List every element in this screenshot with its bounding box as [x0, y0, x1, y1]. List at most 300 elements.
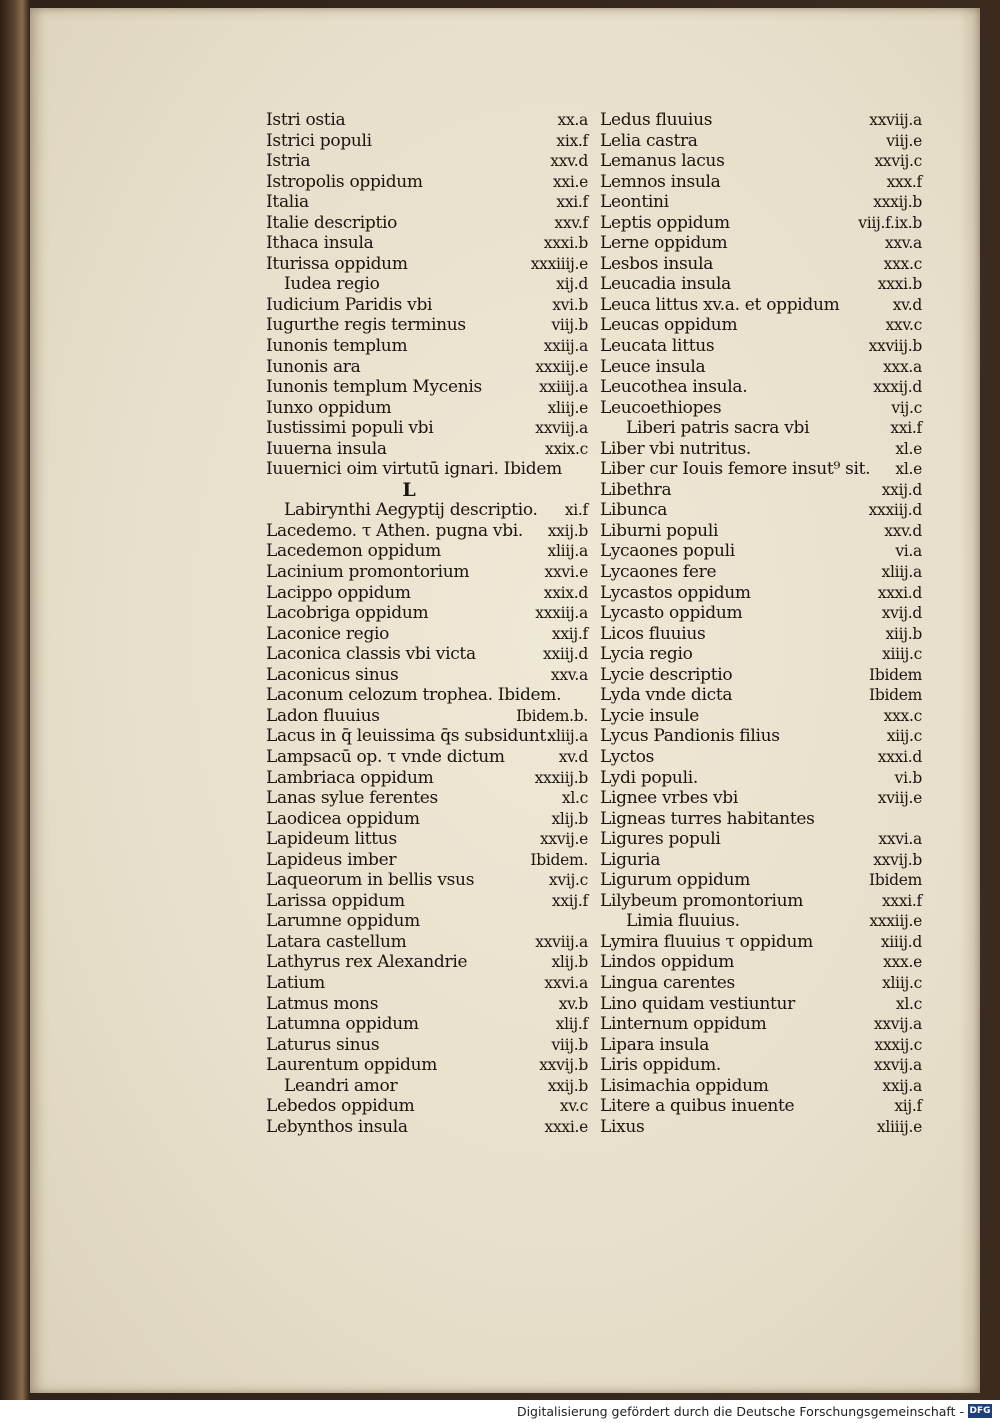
- entry-term: Lipara insula: [600, 1034, 710, 1055]
- entry-folio-ref: xxxi.e: [544, 1117, 588, 1136]
- entry-folio-ref: Ibidem: [869, 665, 922, 684]
- entry-folio-ref: xlij.b: [551, 953, 588, 972]
- entry-term: Lyctos: [600, 746, 655, 767]
- entry-folio-ref: xxviij.a: [869, 111, 922, 129]
- entry-folio-ref: xxvi.a: [544, 973, 588, 992]
- index-entry: [230, 1096, 588, 1117]
- index-entry: [596, 747, 922, 768]
- entry-folio-ref: xv.d: [892, 295, 922, 314]
- entry-folio-ref: xiij.b: [885, 624, 922, 643]
- index-entry: [230, 357, 588, 378]
- index-entry: [596, 336, 922, 357]
- entry-folio-ref: xij.f: [894, 1097, 922, 1116]
- entry-term: Lycasto oppidum: [600, 603, 743, 624]
- index-entry: [230, 459, 588, 480]
- index-entry: [230, 377, 588, 398]
- index-entry: [230, 1117, 588, 1138]
- entry-folio-ref: xl.e: [895, 460, 922, 479]
- entry-folio-ref: viij.b: [551, 316, 588, 335]
- entry-folio-ref: viij.e: [886, 131, 922, 150]
- entry-folio-ref: Ibidem.b.: [516, 706, 588, 725]
- index-entry: [596, 500, 922, 521]
- entry-term: Iunxo oppidum: [266, 397, 392, 418]
- entry-folio-ref: xxxi.b: [877, 275, 922, 294]
- entry-folio-ref: xlij.f: [555, 1015, 588, 1034]
- entry-term: Laodicea oppidum: [266, 808, 420, 829]
- entry-folio-ref: xv.c: [559, 1097, 588, 1116]
- entry-folio-ref: xxv.f: [554, 213, 588, 232]
- entry-folio-ref: xvij.c: [548, 871, 588, 890]
- entry-term: Liguria: [600, 849, 661, 870]
- entry-term: Liber vbi nutritus.: [600, 438, 752, 459]
- index-entry: [230, 809, 588, 830]
- index-entry: [230, 1076, 588, 1097]
- entry-term: Libunca: [600, 500, 668, 521]
- entry-folio-ref: xxvi.e: [544, 563, 588, 582]
- entry-term: Licos fluuius: [600, 623, 706, 644]
- entry-folio-ref: xxxiij.d: [868, 501, 922, 520]
- index-entry: [596, 768, 922, 789]
- index-entry: [230, 233, 588, 254]
- entry-folio-ref: xxij.f: [551, 624, 588, 643]
- index-entry: [596, 172, 922, 193]
- index-entry: [230, 336, 588, 357]
- entry-term: Laconum celozum trophea. Ibidem.: [266, 685, 562, 706]
- entry-folio-ref: Ibidem.: [530, 850, 588, 869]
- index-entry: [230, 398, 588, 419]
- entry-folio-ref: xxxiiij.e: [530, 254, 588, 273]
- entry-folio-ref: xxvij.a: [873, 1056, 922, 1075]
- entry-term: Liburni populi: [600, 520, 719, 541]
- entry-folio-ref: xxviij.a: [535, 419, 588, 438]
- entry-folio-ref: xxxi.d: [877, 747, 922, 766]
- entry-term: Liris oppidum.: [600, 1055, 722, 1076]
- index-entry: [596, 603, 922, 624]
- entry-term: Lacippo oppidum: [266, 582, 411, 603]
- entry-term: Libethra: [600, 479, 672, 500]
- index-entry: [596, 1035, 922, 1056]
- index-entry: [230, 952, 588, 973]
- entry-folio-ref: xxviij.a: [535, 932, 588, 951]
- index-entry: [230, 994, 588, 1015]
- entry-term: Lebedos oppidum: [266, 1096, 415, 1117]
- index-entry: [596, 850, 922, 871]
- entry-folio-ref: xxvi.a: [878, 830, 922, 849]
- entry-folio-ref: xliiij.e: [876, 1117, 922, 1136]
- index-entry: [230, 172, 588, 193]
- index-entry: [596, 254, 922, 275]
- index-entry: [230, 439, 588, 460]
- index-entry: [596, 583, 922, 604]
- page-edge: [960, 8, 980, 1393]
- index-entry: [596, 685, 922, 706]
- entry-folio-ref: xxxij.d: [873, 378, 922, 397]
- entry-term: Lindos oppidum: [600, 952, 735, 973]
- dfg-logo: DFG: [969, 1406, 991, 1416]
- entry-folio-ref: xv.b: [558, 994, 588, 1013]
- index-entry: [596, 1096, 922, 1117]
- index-entry: [230, 911, 588, 932]
- index-entry: [596, 151, 922, 172]
- entry-term: Leuca littus xv.a. et oppidum: [600, 294, 840, 315]
- index-entry: [596, 439, 922, 460]
- index-entry: [596, 994, 922, 1015]
- entry-folio-ref: xxxi.f: [881, 891, 922, 910]
- entry-term: Ligurum oppidum: [600, 870, 751, 891]
- entry-folio-ref: xxviij.b: [868, 337, 922, 356]
- entry-term: Leandri amor: [284, 1075, 398, 1096]
- index-entry: [230, 213, 588, 234]
- entry-folio-ref: xxxij.c: [874, 1035, 922, 1054]
- footer-credit: Digitalisierung gefördert durch die Deutsche Forschungsgemeinschaft -: [516, 1404, 964, 1419]
- index-entry: [596, 788, 922, 809]
- entry-folio-ref: xxij.a: [882, 1076, 922, 1095]
- entry-folio-ref: xxvij.a: [873, 1015, 922, 1034]
- entry-folio-ref: xxij.b: [547, 521, 588, 540]
- index-entry: [230, 706, 588, 727]
- entry-folio-ref: xxv.a: [884, 234, 922, 253]
- index-entry: [596, 131, 922, 152]
- index-entry: [230, 603, 588, 624]
- index-entry: [230, 1014, 588, 1035]
- entry-term: Lignee vrbes vbi: [600, 788, 739, 809]
- index-entry: [596, 192, 922, 213]
- entry-folio-ref: xxvij.b: [539, 1056, 588, 1075]
- entry-term: Lycaones populi: [600, 541, 735, 562]
- entry-term: Laqueorum in bellis vsus: [266, 870, 475, 891]
- entry-term: Lemnos insula: [600, 171, 721, 192]
- entry-folio-ref: xlij.b: [551, 809, 588, 828]
- entry-term: Lanas sylue ferentes: [266, 788, 438, 809]
- entry-term: Ligures populi: [600, 829, 721, 850]
- entry-term: Lerne oppidum: [600, 233, 728, 254]
- entry-term: Lambriaca oppidum: [266, 767, 434, 788]
- entry-folio-ref: xxi.e: [552, 172, 588, 191]
- entry-term: Leontini: [600, 192, 669, 213]
- entry-term: Larumne oppidum: [266, 911, 420, 932]
- entry-term: Lycus Pandionis filius: [600, 726, 780, 747]
- index-entry: [596, 706, 922, 727]
- entry-term: Iunonis ara: [266, 356, 361, 377]
- index-entry: [596, 315, 922, 336]
- entry-folio-ref: xij.d: [556, 275, 588, 294]
- entry-term: Istri ostia: [266, 110, 346, 130]
- entry-folio-ref: xxvij.c: [874, 152, 922, 171]
- index-column-left: [230, 110, 588, 1137]
- index-entry: [596, 952, 922, 973]
- entry-term: Laturus sinus: [266, 1034, 380, 1055]
- index-entry: [230, 274, 588, 295]
- entry-term: Laconice regio: [266, 623, 390, 644]
- entry-term: Leucoethiopes: [600, 397, 722, 418]
- entry-folio-ref: xxx.f: [886, 172, 922, 191]
- index-entry: [230, 131, 588, 152]
- entry-term: Laconicus sinus: [266, 664, 399, 685]
- entry-term: Leucadia insula: [600, 274, 731, 295]
- entry-term: Lacedemo. τ Athen. pugna vbi.: [266, 520, 524, 541]
- entry-term: Istrici populi: [266, 130, 372, 151]
- entry-folio-ref: xxix.d: [543, 583, 588, 602]
- entry-folio-ref: xl.c: [895, 994, 922, 1013]
- entry-term: Lacedemon oppidum: [266, 541, 441, 562]
- entry-term: Ladon fluuius: [266, 705, 380, 726]
- entry-term: Lingua carentes: [600, 972, 735, 993]
- entry-term: Ligneas turres habitantes: [600, 808, 815, 829]
- entry-folio-ref: xx.a: [557, 111, 588, 129]
- entry-folio-ref: xxi.f: [890, 419, 922, 438]
- index-entry: [596, 357, 922, 378]
- entry-term: Leuce insula: [600, 356, 706, 377]
- index-entry: [230, 521, 588, 542]
- index-entry: [596, 932, 922, 953]
- entry-term: Litere a quibus inuente: [600, 1096, 795, 1117]
- entry-folio-ref: xxv.d: [550, 152, 588, 171]
- index-entry: [230, 1055, 588, 1076]
- entry-term: Lilybeum promontorium: [600, 890, 804, 911]
- entry-folio-ref: xliij.e: [547, 398, 588, 417]
- entry-term: Istria: [266, 151, 311, 172]
- index-entry: [596, 377, 922, 398]
- index-entry: [230, 583, 588, 604]
- entry-term: Latumna oppidum: [266, 1014, 419, 1035]
- entry-term: Lisimachia oppidum: [600, 1075, 769, 1096]
- entry-term: Laconica classis vbi victa: [266, 644, 476, 665]
- index-entry: [230, 151, 588, 172]
- index-entry: [596, 829, 922, 850]
- index-entry: [230, 768, 588, 789]
- entry-folio-ref: xviij.e: [877, 789, 922, 808]
- entry-folio-ref: xv.d: [558, 747, 588, 766]
- entry-folio-ref: vij.c: [891, 398, 922, 417]
- entry-folio-ref: xxxiij.a: [535, 604, 588, 623]
- entry-term: Iustissimi populi vbi: [266, 418, 434, 439]
- entry-folio-ref: xxxiij.b: [534, 768, 588, 787]
- index-entry: [596, 911, 922, 932]
- entry-folio-ref: vi.b: [894, 768, 922, 787]
- index-entry: [230, 192, 588, 213]
- entry-folio-ref: xxv.c: [885, 316, 922, 335]
- index-entry: [230, 562, 588, 583]
- index-entry: [596, 459, 922, 480]
- entry-folio-ref: xxij.d: [881, 480, 922, 499]
- index-entry: [230, 850, 588, 871]
- entry-term: Lymira fluuius τ oppidum: [600, 931, 813, 952]
- entry-term: Leptis oppidum: [600, 212, 730, 233]
- entry-folio-ref: xliij.a: [547, 727, 588, 746]
- index-entry: [230, 932, 588, 953]
- index-entry: [596, 233, 922, 254]
- entry-folio-ref: xxv.a: [550, 665, 588, 684]
- index-entry: [230, 541, 588, 562]
- entry-folio-ref: xxiij.a: [543, 337, 588, 356]
- index-entry: [596, 295, 922, 316]
- entry-term: Lacus in q̄ leuissima q̄s subsidunt.: [266, 726, 552, 747]
- index-entry: [596, 110, 922, 131]
- entry-folio-ref: xxxiij.e: [535, 357, 588, 376]
- entry-term: Lesbos insula: [600, 253, 714, 274]
- entry-folio-ref: xxx.c: [883, 706, 922, 725]
- entry-term: Latara castellum: [266, 931, 407, 952]
- entry-term: Lydi populi.: [600, 767, 698, 788]
- entry-folio-ref: xl.e: [895, 439, 922, 458]
- entry-term: Lebynthos insula: [266, 1116, 408, 1137]
- entry-term: Iturissa oppidum: [266, 253, 408, 274]
- entry-term: Ledus fluuius: [600, 110, 713, 130]
- index-entry: [596, 624, 922, 645]
- entry-term: Lyda vnde dicta: [600, 685, 733, 706]
- entry-term: Linternum oppidum: [600, 1014, 767, 1035]
- index-entry: [230, 788, 588, 809]
- entry-term: Lycie descriptio: [600, 664, 733, 685]
- index-entry: [596, 541, 922, 562]
- entry-term: Liber cur Iouis femore insut⁹ sit.: [600, 459, 871, 480]
- entry-folio-ref: xxxiij.e: [869, 912, 922, 931]
- index-entry: [230, 500, 588, 521]
- index-entry: [230, 418, 588, 439]
- entry-folio-ref: xliij.a: [547, 542, 588, 561]
- entry-term: Latmus mons: [266, 993, 379, 1014]
- entry-term: Lixus: [600, 1116, 645, 1137]
- entry-folio-ref: xxx.a: [883, 357, 922, 376]
- entry-folio-ref: xxv.d: [884, 521, 922, 540]
- entry-folio-ref: xiiij.d: [880, 932, 922, 951]
- index-entry: [596, 562, 922, 583]
- entry-term: Lycia regio: [600, 644, 693, 665]
- entry-term: Leucata littus: [600, 336, 715, 357]
- entry-term: Iunonis templum: [266, 336, 408, 357]
- index-entry: [230, 685, 588, 706]
- entry-term: Latium: [266, 972, 325, 993]
- index-entry: [230, 747, 588, 768]
- index-entry: [230, 665, 588, 686]
- index-entry: [596, 726, 922, 747]
- entry-term: Lino quidam vestiuntur: [600, 993, 795, 1014]
- index-entry: [230, 315, 588, 336]
- index-entry: [596, 213, 922, 234]
- entry-folio-ref: Ibidem: [869, 686, 922, 705]
- index-entry: [230, 254, 588, 275]
- index-entry: [230, 295, 588, 316]
- entry-term: Iunonis templum Mycenis: [266, 377, 482, 398]
- entry-term: Lampsacū op. τ vnde dictum: [266, 746, 505, 767]
- entry-folio-ref: xxx.c: [883, 254, 922, 273]
- index-entry: [596, 809, 922, 830]
- entry-term: Iudea regio: [284, 274, 380, 295]
- entry-term: Lacobriga oppidum: [266, 603, 429, 624]
- index-entry: [230, 644, 588, 665]
- entry-term: Leucothea insula.: [600, 377, 748, 398]
- entry-term: Larissa oppidum: [266, 890, 405, 911]
- index-entry: [596, 1014, 922, 1035]
- entry-term: Laurentum oppidum: [266, 1055, 438, 1076]
- entry-term: Lycaones fere: [600, 562, 717, 583]
- entry-term: Iudicium Paridis vbi: [266, 294, 433, 315]
- entry-folio-ref: xxi.f: [556, 193, 588, 212]
- entry-folio-ref: xiij.c: [886, 727, 922, 746]
- index-entry: [596, 973, 922, 994]
- entry-folio-ref: xix.f: [556, 131, 588, 150]
- entry-folio-ref: vi.a: [895, 542, 922, 561]
- entry-term: Iuuerna insula: [266, 438, 387, 459]
- entry-folio-ref: xxvij.e: [539, 830, 588, 849]
- index-entry: [596, 521, 922, 542]
- entry-folio-ref: viij.b: [551, 1035, 588, 1054]
- index-entry: [596, 480, 922, 501]
- entry-term: Italie descriptio: [266, 212, 398, 233]
- index-entry: [230, 973, 588, 994]
- entry-folio-ref: xxx.e: [883, 953, 922, 972]
- entry-term: Lycastos oppidum: [600, 582, 751, 603]
- entry-folio-ref: xl.c: [561, 789, 588, 808]
- index-column-right: [596, 110, 922, 1137]
- entry-folio-ref: xxxij.b: [873, 193, 922, 212]
- entry-folio-ref: xxxi.d: [877, 583, 922, 602]
- entry-folio-ref: xi.f: [564, 501, 588, 520]
- index-entry: [596, 1117, 922, 1138]
- entry-folio-ref: viij.f.ix.b: [858, 213, 922, 232]
- index-entry: [596, 1076, 922, 1097]
- index-entry: [230, 829, 588, 850]
- entry-term: Ithaca insula: [266, 233, 374, 254]
- entry-term: Liberi patris sacra vbi: [626, 418, 810, 439]
- entry-folio-ref: Ibidem: [869, 871, 922, 890]
- entry-folio-ref: xvi.b: [552, 295, 588, 314]
- entry-term: Labirynthi Aegyptij descriptio.: [284, 500, 538, 521]
- index-entry: [596, 644, 922, 665]
- index-entry: [596, 1055, 922, 1076]
- index-entry: [230, 1035, 588, 1056]
- entry-folio-ref: xxvij.b: [873, 850, 922, 869]
- index-entry: [230, 870, 588, 891]
- entry-term: Lapideus imber: [266, 849, 397, 870]
- entry-term: Lathyrus rex Alexandrie: [266, 952, 468, 973]
- entry-term: Limia fluuius.: [626, 911, 740, 932]
- entry-folio-ref: xvij.d: [881, 604, 922, 623]
- entry-folio-ref: xxix.c: [545, 439, 588, 458]
- entry-term: Istropolis oppidum: [266, 171, 423, 192]
- index-entry: [230, 624, 588, 645]
- entry-term: Lacinium promontorium: [266, 562, 470, 583]
- section-letter-heading: L: [402, 478, 416, 501]
- entry-folio-ref: xxiij.d: [543, 645, 588, 664]
- index-entry: [596, 274, 922, 295]
- entry-term: Iugurthe regis terminus: [266, 315, 466, 336]
- entry-term: Italia: [266, 192, 309, 213]
- entry-term: Lelia castra: [600, 130, 698, 151]
- index-entry: [596, 665, 922, 686]
- entry-folio-ref: xxxi.b: [543, 234, 588, 253]
- entry-folio-ref: xliij.c: [882, 973, 922, 992]
- entry-folio-ref: xxij.f: [551, 891, 588, 910]
- index-entry: [230, 891, 588, 912]
- index-entry: [596, 398, 922, 419]
- index-entry: [596, 891, 922, 912]
- entry-folio-ref: xiiij.c: [882, 645, 922, 664]
- entry-term: Lemanus lacus: [600, 151, 725, 172]
- index-entry: [230, 726, 588, 747]
- entry-term: Lapideum littus: [266, 829, 397, 850]
- index-entry: [230, 110, 588, 131]
- entry-term: Iuuernici oim virtutū ignari. Ibidem: [266, 459, 562, 480]
- entry-folio-ref: xxiiij.a: [539, 378, 588, 397]
- entry-term: Leucas oppidum: [600, 315, 738, 336]
- entry-folio-ref: xliij.a: [881, 563, 922, 582]
- entry-term: Lycie insule: [600, 705, 699, 726]
- footer-bar: [0, 1400, 1000, 1423]
- entry-folio-ref: xxij.b: [547, 1076, 588, 1095]
- index-entry: [596, 418, 922, 439]
- index-entry: [596, 870, 922, 891]
